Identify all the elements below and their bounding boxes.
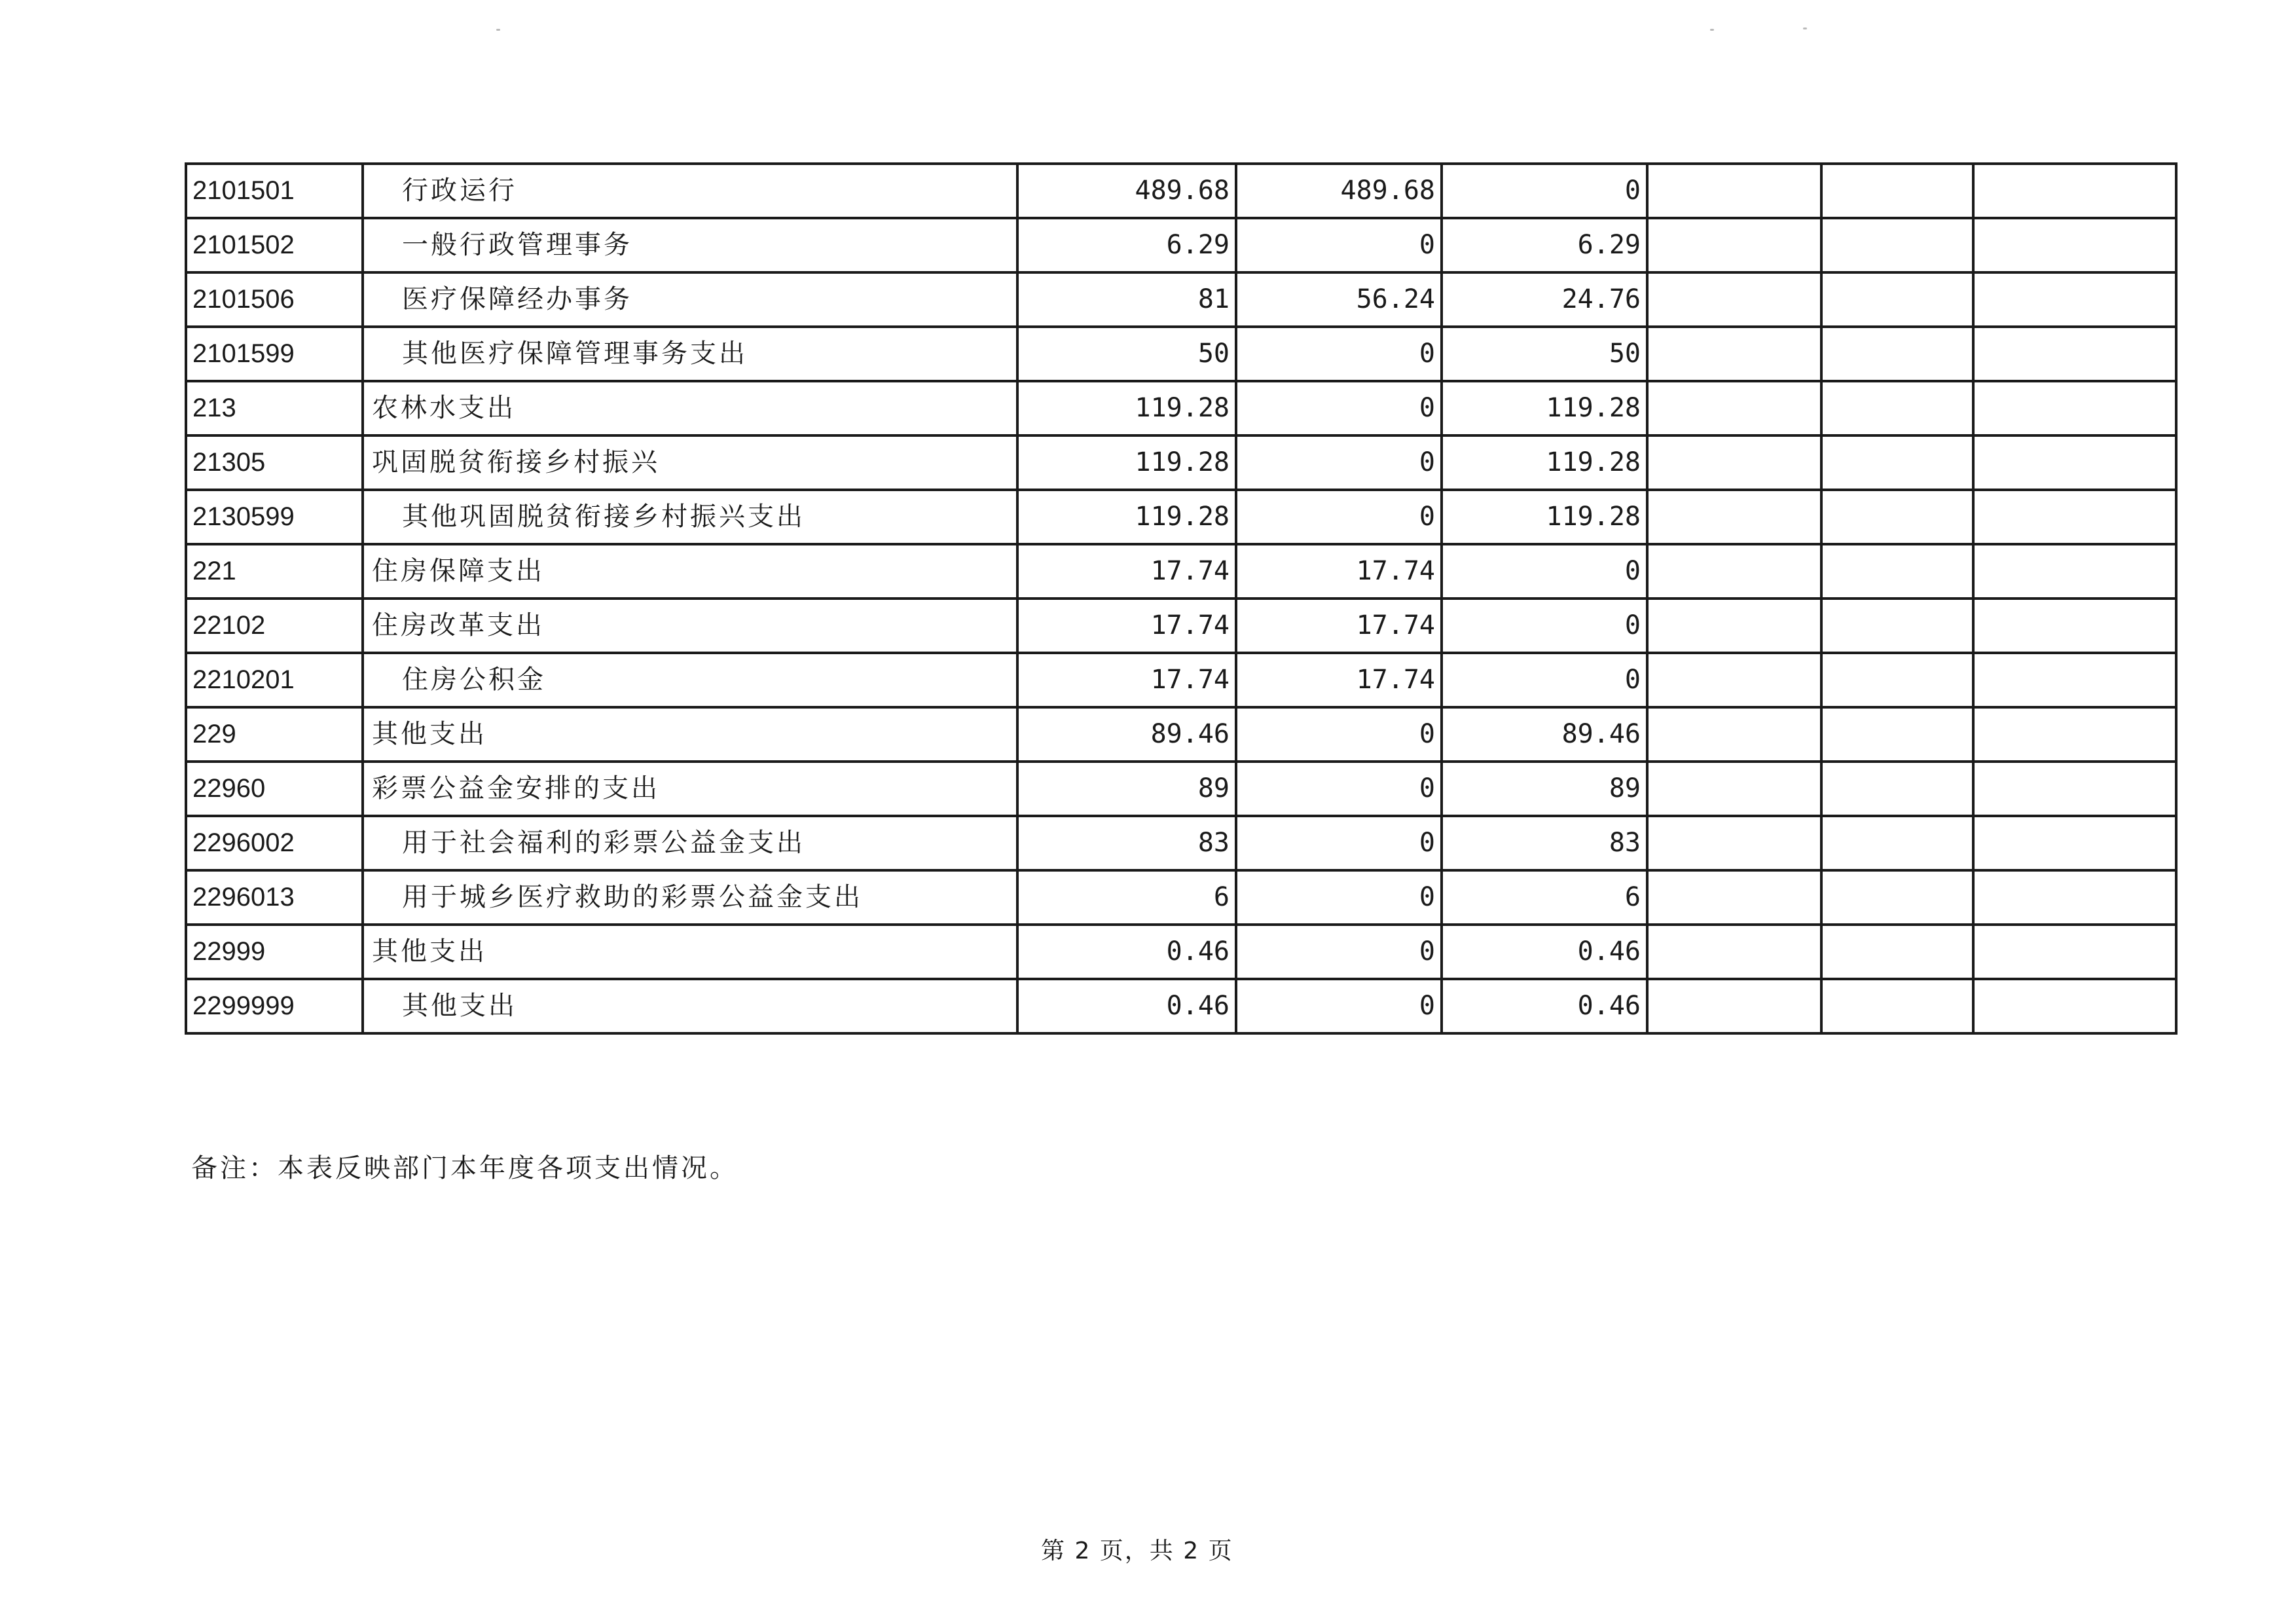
table-row — [186, 707, 2176, 762]
basic-expenditure-cell: 17.74 — [1236, 544, 1442, 599]
project-expenditure-cell: 119.28 — [1442, 435, 1647, 490]
table-row — [186, 925, 2176, 979]
empty-cell — [1821, 544, 1973, 599]
page-footer: 第 2 页，共 2 页 — [1041, 1538, 1233, 1564]
basic-expenditure-cell: 0 — [1236, 707, 1442, 762]
empty-cell — [1973, 164, 2176, 218]
subject-name-cell: 医疗保障经办事务 — [363, 272, 1017, 327]
empty-cell — [1647, 707, 1821, 762]
project-expenditure-cell: 89.46 — [1442, 707, 1647, 762]
project-expenditure-cell: 0 — [1442, 653, 1647, 707]
table-row — [186, 435, 2176, 490]
empty-cell — [1821, 599, 1973, 653]
subject-name-cell: 行政运行 — [363, 164, 1017, 218]
empty-cell — [1647, 599, 1821, 653]
empty-cell — [1647, 979, 1821, 1033]
table-row — [186, 979, 2176, 1033]
project-expenditure-cell: 0 — [1442, 544, 1647, 599]
expenditure-table — [185, 162, 2178, 1035]
project-expenditure-cell: 119.28 — [1442, 381, 1647, 435]
subject-code-cell: 213 — [186, 381, 363, 435]
total-amount-cell: 0.46 — [1017, 979, 1236, 1033]
empty-cell — [1647, 653, 1821, 707]
total-amount-cell: 17.74 — [1017, 599, 1236, 653]
empty-cell — [1821, 762, 1973, 816]
total-amount-cell: 0.46 — [1017, 925, 1236, 979]
total-amount-cell: 6.29 — [1017, 218, 1236, 272]
subject-code-cell: 22999 — [186, 925, 363, 979]
subject-name-cell: 住房保障支出 — [363, 544, 1017, 599]
table-row — [186, 490, 2176, 544]
empty-cell — [1973, 218, 2176, 272]
table-row — [186, 870, 2176, 925]
basic-expenditure-cell: 0 — [1236, 816, 1442, 870]
empty-cell — [1973, 381, 2176, 435]
empty-cell — [1647, 218, 1821, 272]
empty-cell — [1821, 218, 1973, 272]
total-amount-cell: 6 — [1017, 870, 1236, 925]
scan-speck — [496, 29, 500, 31]
subject-code-cell: 2101502 — [186, 218, 363, 272]
scan-speck — [1710, 29, 1714, 31]
basic-expenditure-cell: 17.74 — [1236, 653, 1442, 707]
subject-code-cell: 2210201 — [186, 653, 363, 707]
empty-cell — [1973, 327, 2176, 381]
basic-expenditure-cell: 0 — [1236, 327, 1442, 381]
table-row — [186, 164, 2176, 218]
subject-code-cell: 2299999 — [186, 979, 363, 1033]
subject-name-cell: 住房改革支出 — [363, 599, 1017, 653]
project-expenditure-cell: 0 — [1442, 164, 1647, 218]
empty-cell — [1821, 870, 1973, 925]
empty-cell — [1973, 707, 2176, 762]
empty-cell — [1821, 272, 1973, 327]
subject-code-cell: 22960 — [186, 762, 363, 816]
subject-name-cell: 用于社会福利的彩票公益金支出 — [363, 816, 1017, 870]
empty-cell — [1821, 327, 1973, 381]
total-amount-cell: 81 — [1017, 272, 1236, 327]
table-row — [186, 272, 2176, 327]
subject-code-cell: 2296013 — [186, 870, 363, 925]
table-row — [186, 218, 2176, 272]
subject-code-cell: 2101501 — [186, 164, 363, 218]
table-row — [186, 327, 2176, 381]
table-note: 备注：本表反映部门本年度各项支出情况。 — [191, 1153, 738, 1183]
empty-cell — [1821, 490, 1973, 544]
empty-cell — [1647, 164, 1821, 218]
empty-cell — [1647, 381, 1821, 435]
empty-cell — [1973, 435, 2176, 490]
empty-cell — [1973, 599, 2176, 653]
total-amount-cell: 50 — [1017, 327, 1236, 381]
basic-expenditure-cell: 0 — [1236, 925, 1442, 979]
empty-cell — [1973, 816, 2176, 870]
subject-code-cell: 221 — [186, 544, 363, 599]
empty-cell — [1973, 762, 2176, 816]
empty-cell — [1973, 979, 2176, 1033]
project-expenditure-cell: 119.28 — [1442, 490, 1647, 544]
subject-name-cell: 其他支出 — [363, 979, 1017, 1033]
empty-cell — [1973, 653, 2176, 707]
subject-code-cell: 21305 — [186, 435, 363, 490]
empty-cell — [1647, 762, 1821, 816]
subject-code-cell: 229 — [186, 707, 363, 762]
subject-code-cell: 2101599 — [186, 327, 363, 381]
table-row — [186, 653, 2176, 707]
basic-expenditure-cell: 0 — [1236, 870, 1442, 925]
empty-cell — [1821, 653, 1973, 707]
empty-cell — [1647, 272, 1821, 327]
table-row — [186, 816, 2176, 870]
table-row — [186, 381, 2176, 435]
empty-cell — [1821, 925, 1973, 979]
subject-name-cell: 一般行政管理事务 — [363, 218, 1017, 272]
empty-cell — [1647, 490, 1821, 544]
basic-expenditure-cell: 17.74 — [1236, 599, 1442, 653]
empty-cell — [1821, 381, 1973, 435]
total-amount-cell: 119.28 — [1017, 490, 1236, 544]
subject-name-cell: 用于城乡医疗救助的彩票公益金支出 — [363, 870, 1017, 925]
scan-speck — [1803, 28, 1807, 29]
subject-name-cell: 巩固脱贫衔接乡村振兴 — [363, 435, 1017, 490]
subject-name-cell: 住房公积金 — [363, 653, 1017, 707]
table-row — [186, 762, 2176, 816]
project-expenditure-cell: 6 — [1442, 870, 1647, 925]
empty-cell — [1821, 979, 1973, 1033]
table-row — [186, 544, 2176, 599]
empty-cell — [1973, 490, 2176, 544]
basic-expenditure-cell: 0 — [1236, 435, 1442, 490]
basic-expenditure-cell: 489.68 — [1236, 164, 1442, 218]
expenditure-table-body — [186, 164, 2176, 1033]
project-expenditure-cell: 24.76 — [1442, 272, 1647, 327]
subject-name-cell: 其他支出 — [363, 925, 1017, 979]
empty-cell — [1647, 870, 1821, 925]
total-amount-cell: 17.74 — [1017, 544, 1236, 599]
total-amount-cell: 119.28 — [1017, 381, 1236, 435]
empty-cell — [1821, 164, 1973, 218]
total-amount-cell: 83 — [1017, 816, 1236, 870]
table-row — [186, 599, 2176, 653]
subject-name-cell: 农林水支出 — [363, 381, 1017, 435]
subject-name-cell: 其他医疗保障管理事务支出 — [363, 327, 1017, 381]
empty-cell — [1973, 925, 2176, 979]
project-expenditure-cell: 89 — [1442, 762, 1647, 816]
empty-cell — [1647, 925, 1821, 979]
basic-expenditure-cell: 0 — [1236, 979, 1442, 1033]
project-expenditure-cell: 50 — [1442, 327, 1647, 381]
subject-name-cell: 其他巩固脱贫衔接乡村振兴支出 — [363, 490, 1017, 544]
total-amount-cell: 119.28 — [1017, 435, 1236, 490]
empty-cell — [1821, 707, 1973, 762]
total-amount-cell: 89.46 — [1017, 707, 1236, 762]
basic-expenditure-cell: 56.24 — [1236, 272, 1442, 327]
empty-cell — [1821, 435, 1973, 490]
project-expenditure-cell: 0 — [1442, 599, 1647, 653]
project-expenditure-cell: 6.29 — [1442, 218, 1647, 272]
total-amount-cell: 89 — [1017, 762, 1236, 816]
empty-cell — [1973, 544, 2176, 599]
subject-code-cell: 2101506 — [186, 272, 363, 327]
subject-code-cell: 2130599 — [186, 490, 363, 544]
empty-cell — [1647, 816, 1821, 870]
basic-expenditure-cell: 0 — [1236, 762, 1442, 816]
basic-expenditure-cell: 0 — [1236, 218, 1442, 272]
subject-code-cell: 2296002 — [186, 816, 363, 870]
project-expenditure-cell: 83 — [1442, 816, 1647, 870]
total-amount-cell: 17.74 — [1017, 653, 1236, 707]
basic-expenditure-cell: 0 — [1236, 490, 1442, 544]
subject-code-cell: 22102 — [186, 599, 363, 653]
subject-name-cell: 其他支出 — [363, 707, 1017, 762]
empty-cell — [1973, 272, 2176, 327]
project-expenditure-cell: 0.46 — [1442, 979, 1647, 1033]
subject-name-cell: 彩票公益金安排的支出 — [363, 762, 1017, 816]
empty-cell — [1821, 816, 1973, 870]
basic-expenditure-cell: 0 — [1236, 381, 1442, 435]
empty-cell — [1647, 327, 1821, 381]
empty-cell — [1973, 870, 2176, 925]
total-amount-cell: 489.68 — [1017, 164, 1236, 218]
project-expenditure-cell: 0.46 — [1442, 925, 1647, 979]
empty-cell — [1647, 435, 1821, 490]
empty-cell — [1647, 544, 1821, 599]
